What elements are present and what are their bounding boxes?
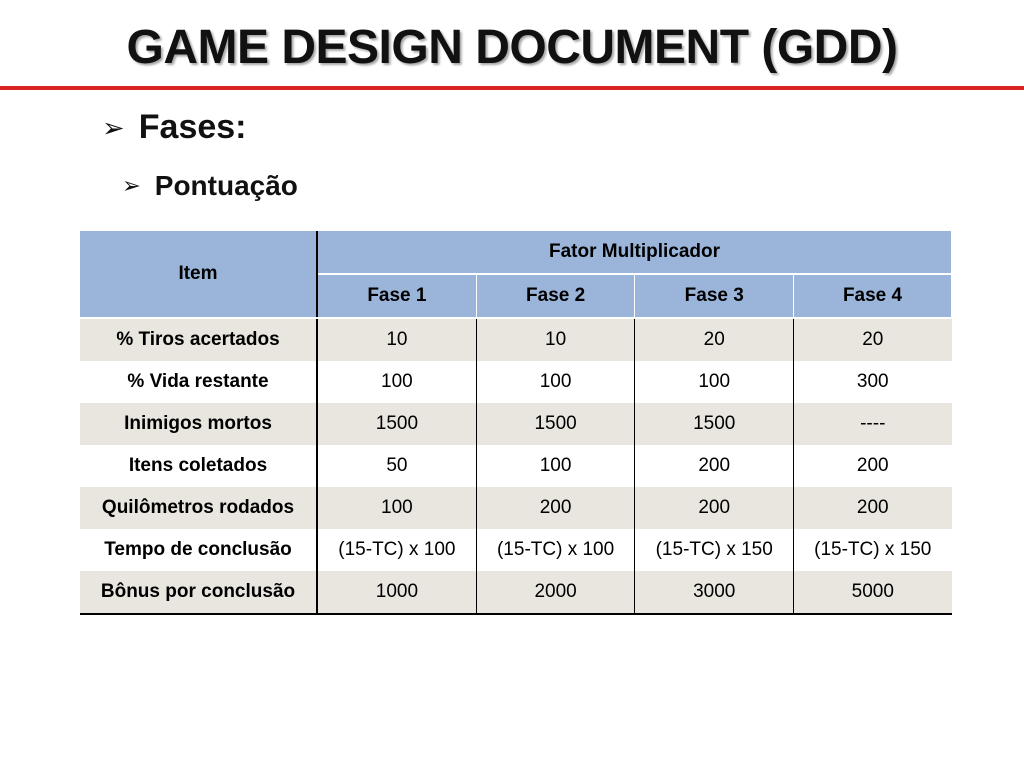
score-table — [80, 231, 952, 615]
title-divider — [0, 86, 1024, 90]
table-cell: 1000 — [317, 571, 476, 614]
table-cell: 300 — [794, 361, 952, 403]
row-label: % Vida restante — [80, 361, 317, 403]
table-cell: ---- — [794, 403, 952, 445]
group-header: Fator Multiplicador — [317, 231, 952, 274]
phase-header: Fase 4 — [794, 274, 952, 318]
table-cell: 200 — [635, 445, 794, 487]
bullet-text: Fases: — [138, 108, 247, 146]
bullet-pontuacao — [122, 170, 298, 202]
row-label: Itens coletados — [80, 445, 317, 487]
table-row — [80, 529, 952, 571]
table-cell: 100 — [476, 361, 635, 403]
table-cell: 1500 — [476, 403, 635, 445]
table-cell: 1500 — [635, 403, 794, 445]
table-row — [80, 445, 952, 487]
row-label: % Tiros acertados — [80, 318, 317, 361]
row-label: Quilômetros rodados — [80, 487, 317, 529]
table-cell: 10 — [476, 318, 635, 361]
table-row — [80, 487, 952, 529]
table-cell: (15-TC) x 150 — [794, 529, 952, 571]
table-cell: 200 — [794, 487, 952, 529]
arrow-bullet-icon: ➢ — [102, 111, 125, 143]
table-body — [80, 318, 952, 614]
item-header: Item — [80, 231, 317, 318]
table-cell: 2000 — [476, 571, 635, 614]
bullet-fases — [102, 108, 247, 147]
table-cell: 100 — [635, 361, 794, 403]
table-row — [80, 403, 952, 445]
table-cell: 5000 — [794, 571, 952, 614]
bullet-text: Pontuação — [154, 170, 298, 201]
table-cell: 20 — [794, 318, 952, 361]
table-cell: 100 — [476, 445, 635, 487]
slide-title: GAME DESIGN DOCUMENT (GDD) — [126, 21, 898, 74]
table-cell: 1500 — [317, 403, 476, 445]
row-label: Bônus por conclusão — [80, 571, 317, 614]
phase-header: Fase 2 — [476, 274, 635, 318]
table-row — [80, 318, 952, 361]
row-label: Inimigos mortos — [80, 403, 317, 445]
table-row — [80, 361, 952, 403]
phase-header: Fase 3 — [635, 274, 794, 318]
arrow-bullet-icon: ➢ — [122, 173, 141, 198]
table-cell: (15-TC) x 150 — [635, 529, 794, 571]
header-row — [80, 231, 952, 274]
table-cell: 100 — [317, 361, 476, 403]
table-cell: 3000 — [635, 571, 794, 614]
table-row — [80, 571, 952, 614]
table-cell: 10 — [317, 318, 476, 361]
phase-header: Fase 1 — [317, 274, 476, 318]
table-cell: (15-TC) x 100 — [317, 529, 476, 571]
table-cell: 200 — [794, 445, 952, 487]
table-cell: 200 — [635, 487, 794, 529]
row-label: Tempo de conclusão — [80, 529, 317, 571]
table-cell: 20 — [635, 318, 794, 361]
table-cell: 200 — [476, 487, 635, 529]
table-cell: 100 — [317, 487, 476, 529]
table-cell: 50 — [317, 445, 476, 487]
table-cell: (15-TC) x 100 — [476, 529, 635, 571]
